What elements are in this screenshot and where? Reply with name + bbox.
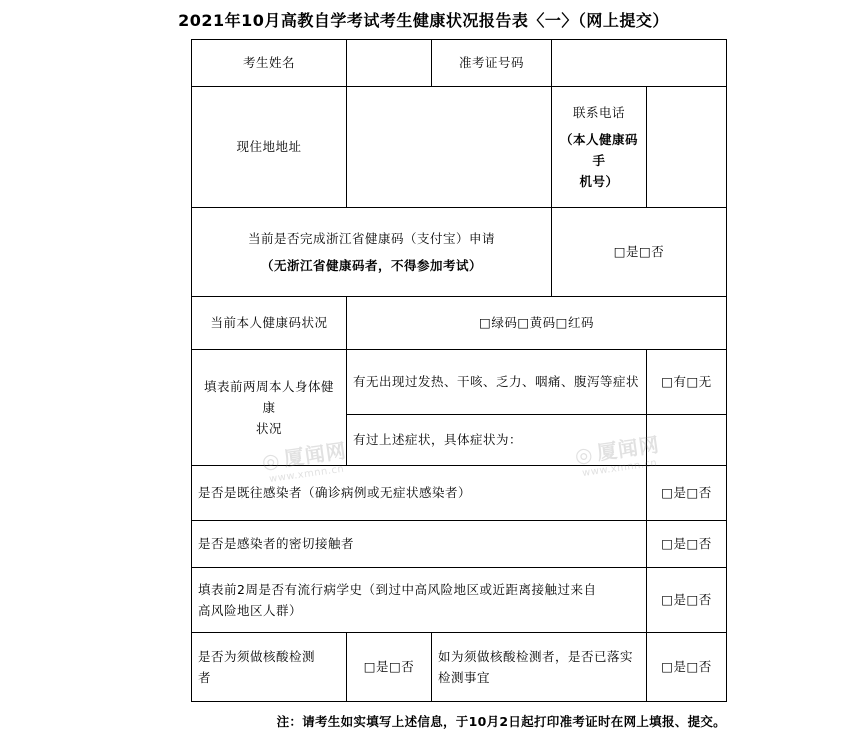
label-epidemiological-history-line1: 填表前2周是否有流行病学史（到过中高风险地区或近距离接触过来自 (198, 581, 597, 597)
label-two-week-health-line2: 状况 (255, 421, 282, 437)
checkbox-close-contact[interactable]: □是□否 (647, 521, 727, 568)
label-symptom-detail: 有过上述症状，具体症状为： (347, 415, 647, 466)
field-ticket-number[interactable] (552, 40, 727, 87)
page-title: 2021年10月高教自学考试考生健康状况报告表〈一〉（网上提交） (178, 11, 669, 30)
label-nucleic-acid-arranged: 如为须做核酸检测者，是否已落实检测事宜 (432, 633, 647, 702)
label-two-week-health-line1: 填表前两周本人身体健康 (203, 378, 334, 415)
watermark-subtext: www.xmnn.cn (581, 457, 658, 480)
watermark-logo-icon: ◎ (573, 441, 595, 468)
table-row (192, 87, 727, 208)
checkbox-healthcode-applied[interactable]: □是□否 (552, 208, 727, 297)
checkbox-nucleic-acid-arranged[interactable]: □是□否 (647, 633, 727, 702)
label-healthcode-applied-line1: 当前是否完成浙江省健康码（支付宝）申请 (247, 230, 495, 246)
label-nucleic-acid-required (192, 633, 347, 702)
label-healthcode-applied (192, 208, 552, 297)
label-contact-phone-line1: 联系电话 (572, 104, 625, 120)
watermark-logo-icon: ◎ (260, 447, 282, 474)
checkbox-nucleic-acid-required[interactable]: □是□否 (347, 633, 432, 702)
table-row (192, 40, 727, 87)
label-previous-infection: 是否是既往感染者（确诊病例或无症状感染者） (192, 466, 647, 521)
checkbox-previous-infection[interactable]: □是□否 (647, 466, 727, 521)
watermark-subtext: www.xmnn.cn (268, 463, 345, 486)
footer-note: 注：请考生如实填写上述信息，于10月2日起打印准考证时在网上填报、提交。 (276, 714, 726, 729)
checkbox-epidemiological-history[interactable]: □是□否 (647, 568, 727, 633)
field-candidate-name[interactable] (347, 40, 432, 87)
label-symptoms-question: 有无出现过发热、干咳、乏力、咽痛、腹泻等症状 (347, 350, 647, 415)
health-report-form (121, 39, 726, 702)
label-contact-phone-line2: （本人健康码手 (559, 131, 638, 168)
field-contact-phone[interactable] (647, 87, 727, 208)
label-healthcode-applied-line2: （无浙江省健康码者，不得参加考试） (260, 258, 482, 273)
field-symptom-detail[interactable] (647, 415, 727, 466)
label-two-week-health (192, 350, 347, 466)
table-row (192, 466, 727, 521)
label-contact-phone (552, 87, 647, 208)
label-current-address: 现住地地址 (192, 87, 347, 208)
label-nucleic-acid-required-line2: 者 (198, 670, 212, 685)
label-candidate-name: 考生姓名 (192, 40, 347, 87)
table-row (192, 350, 727, 415)
form-table (191, 39, 727, 702)
label-ticket-number: 准考证号码 (432, 40, 552, 87)
checkbox-symptoms[interactable]: □有□无 (647, 350, 727, 415)
field-current-address[interactable] (347, 87, 552, 208)
label-healthcode-status: 当前本人健康码状况 (192, 297, 347, 350)
table-row (192, 633, 727, 702)
watermark-text: 厦闻网 (282, 438, 349, 471)
table-row (192, 208, 727, 297)
watermark-text: 厦闻网 (595, 432, 662, 465)
table-row (192, 297, 727, 350)
label-epidemiological-history-line2: 高风险地区人群） (198, 603, 303, 618)
table-row (192, 568, 727, 633)
label-epidemiological-history (192, 568, 647, 633)
label-contact-phone-line3: 机号） (579, 174, 619, 190)
label-nucleic-acid-required-line1: 是否为须做核酸检测 (198, 648, 316, 664)
checkbox-healthcode-status[interactable]: □绿码□黄码□红码 (347, 297, 727, 350)
table-row (192, 521, 727, 568)
label-close-contact: 是否是感染者的密切接触者 (192, 521, 647, 568)
